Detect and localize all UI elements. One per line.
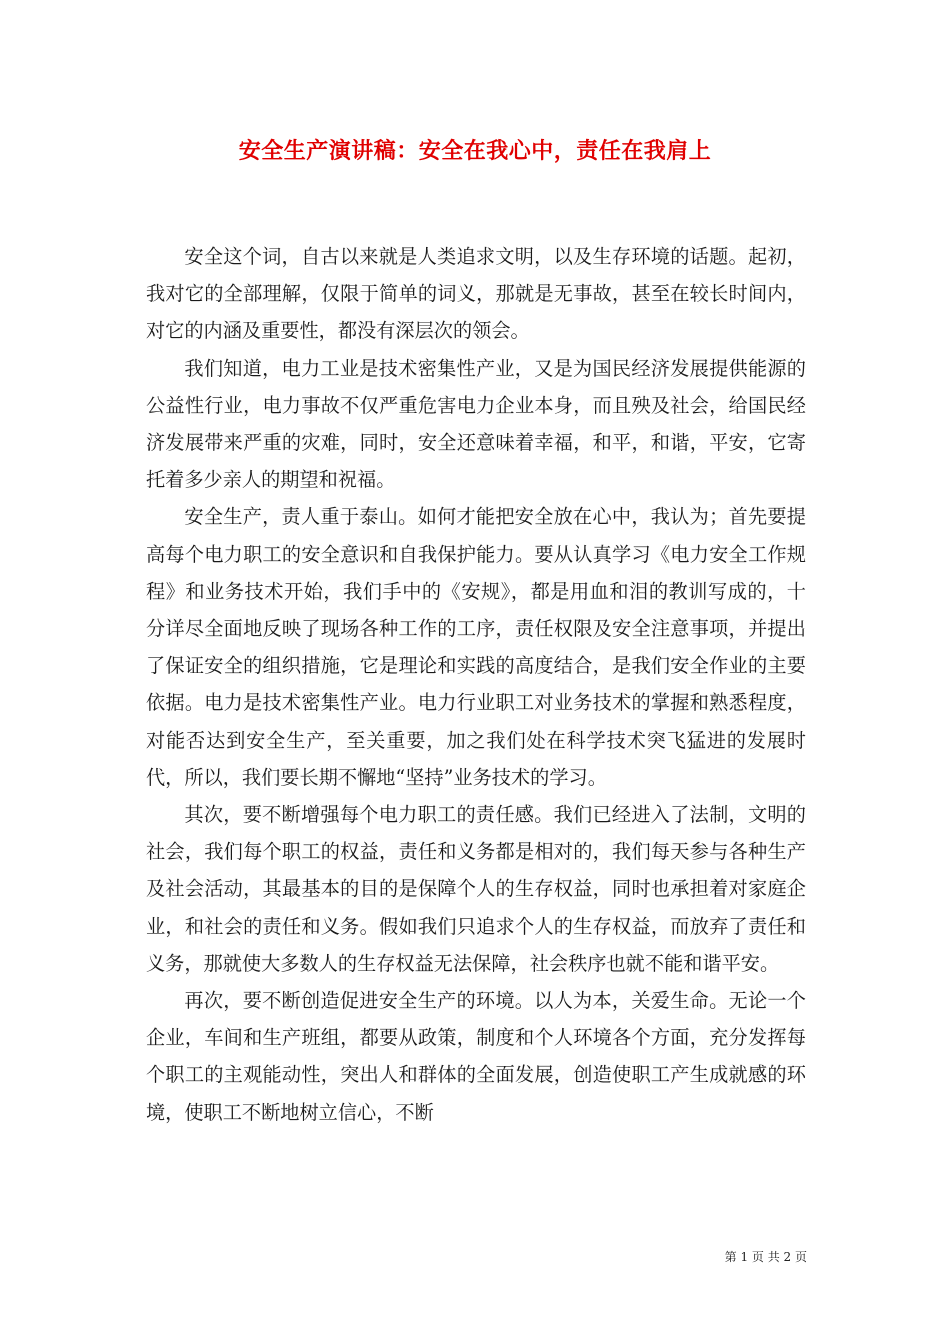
paragraph-2: 我们知道，电力工业是技术密集性产业，又是为国民经济发展提供能源的公益性行业，电力事故不仅严重危害电力企业本身，而且殃及社会，给国民经济发展带来严重的灾难，同时，安全还意味着幸福，和平，和谐，平安，它寄托着多少亲人的期望和祝福。	[146, 356, 806, 492]
paragraph-3: 安全生产，责人重于泰山。如何才能把安全放在心中，我认为；首先要提高每个电力职工的安全意识和自我保护能力。要从认真学习《电力安全工作规程》和业务技术开始，我们手中的《安规》，都是用血和泪的教训写成的，十分详尽全面地反映了现场各种工作的工序，责任权限及安全注意事项，并提出了保证安全的组织措施，它是理论和实践的高度结合，是我们安全作业的主要依据。电力是技术密集性产业。电力行业职工对业务技术的掌握和熟悉程度，对能否达到安全生产，至关重要，加之我们处在科学技术突飞猛进的发展时代，所以，我们要长期不懈地“坚持”业务技术的学习。	[146, 505, 806, 789]
document-body	[146, 238, 806, 1131]
paragraph-1: 安全这个词，自古以来就是人类追求文明，以及生存环境的话题。起初，我对它的全部理解，仅限于简单的词义，那就是无事故，甚至在较长时间内，对它的内涵及重要性，都没有深层次的领会。	[146, 245, 806, 343]
document-title: 安全生产演讲稿：安全在我心中，责任在我肩上	[238, 138, 712, 164]
page-number: 第 1 页 共 2 页	[724, 1250, 807, 1264]
paragraph-4: 其次，要不断增强每个电力职工的责任感。我们已经进入了法制，文明的社会，我们每个职工的权益，责任和义务都是相对的，我们每天参与各种生产及社会活动，其最基本的目的是保障个人的生存权益，同时也承担着对家庭企业，和社会的责任和义务。假如我们只追求个人的生存权益，而放弃了责任和义务，那就使大多数人的生存权益无法保障，社会秩序也就不能和谐平安。	[146, 803, 806, 975]
paragraph-5: 再次，要不断创造促进安全生产的环境。以人为本，关爱生命。无论一个企业，车间和生产班组，都要从政策，制度和个人环境各个方面，充分发挥每个职工的主观能动性，突出人和群体的全面发展，创造使职工产生成就感的环境，使职工不断地树立信心，不断	[146, 989, 806, 1124]
